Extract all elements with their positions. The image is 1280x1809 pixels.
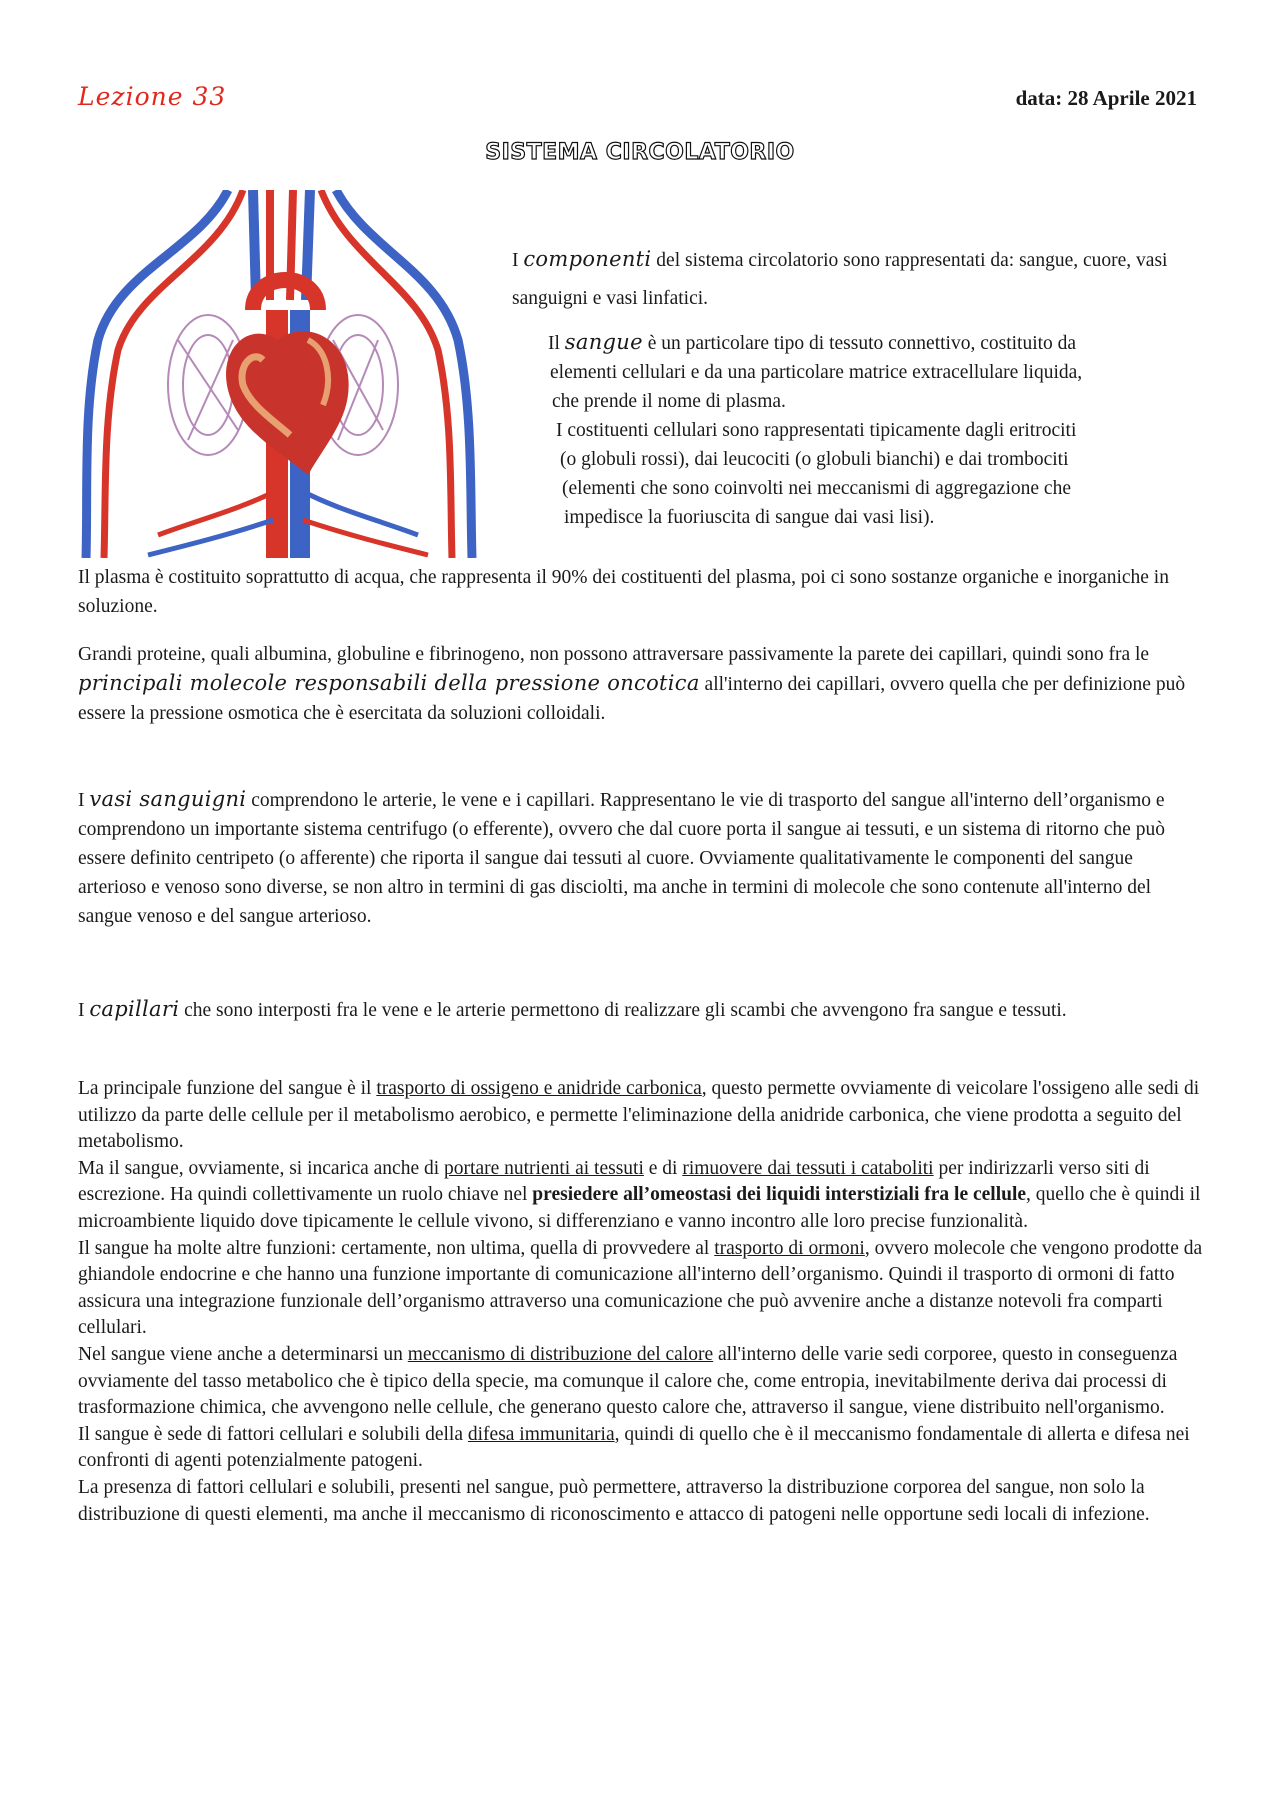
function-pathogens: La presenza di fattori cellulari e solubili, presenti nel sangue, può permettere, attraverso la distribuzione corporea del sangue, non solo la distribuzione di questi elementi, ma anche il meccanismo di riconoscimento e attacco di patogeni nelle opportune sedi locali di infezione. bbox=[78, 1476, 1150, 1525]
lesson-label: Lezione 33 bbox=[78, 82, 227, 111]
proteins-paragraph: Grandi proteine, quali albumina, globuline e fibrinogeno, non possono attraversare passivamente la parete dei capillari, quindi sono fra le principali molecole responsabili della pressione oncotica all'interno dei capillari, ovvero quella che per definizione può essere la pressione osmotica che è esercitata da soluzioni colloidali. bbox=[78, 644, 1186, 724]
capillaries-term: capillari bbox=[89, 997, 180, 1021]
function-immunity: Il sangue è sede di fattori cellulari e solubili della difesa immunitaria, quindi di quello che è il meccanismo fondamentale di allerta e difesa nei confronti di agenti potenzialmente patogeni. bbox=[78, 1423, 1190, 1472]
components-paragraph: I componenti del sistema circolatorio sono rappresentati da: sangue, cuore, vasi sanguigni e vasi linfatici. bbox=[512, 247, 1168, 309]
vessels-paragraph: I vasi sanguigni comprendono le arterie, le vene e i capillari. Rappresentano le vie di trasporto del sangue all'interno dell’organismo e comprendono un importante sistema centrifugo (o efferente), ovvero che dal cuore porta il sangue ai tessuti, e un sistema di ritorno che può essere definito centripeto (o afferente) che riporta il sangue dai tessuti al cuore. Ovviamente qualitativamente le componenti del sangue arterioso e venoso sono diverse, se non altro in termini di gas disciolti, ma anche in termini di molecole che sono contenute all'interno del sangue venoso e del sangue arterioso. bbox=[78, 787, 1165, 927]
lesson-date: data: 28 Aprile 2021 bbox=[1015, 86, 1197, 110]
circulatory-system-image bbox=[78, 190, 478, 558]
function-homeostasis: Ma il sangue, ovviamente, si incarica anche di portare nutrienti ai tessuti e di rimuovere dai tessuti i cataboliti per indirizzarli verso siti di escrezione. Ha quindi collettivamente un ruolo chiave nel presiedere all’omeostasi dei liquidi interstiziali fra le cellule, quello che è quindi il microambiente liquido dove tipicamente le cellule vivono, si differenziano e vanno incontro alle loro precise funzionalità. bbox=[78, 1157, 1201, 1232]
function-heat: Nel sangue viene anche a determinarsi un meccanismo di distribuzione del calore all'interno delle varie sedi corporee, questo in conseguenza ovviamente del tasso metabolico che è tipico della specie, ma comunque il calore che, come entropia, inevitabilmente deriva dai processi di trasformazione chimica, che avvengono nelle cellule, che generano questo calore che, attraverso il sangue, viene distribuito nell'organismo. bbox=[78, 1343, 1178, 1419]
blood-term: sangue bbox=[564, 330, 643, 354]
functions-section bbox=[78, 1076, 1204, 1528]
oncotic-pressure-term: principali molecole responsabili della pressione oncotica bbox=[78, 671, 700, 695]
capillaries-paragraph: I capillari che sono interposti fra le vene e le arterie permettono di realizzare gli scambi che avvengono fra sangue e tessuti. bbox=[78, 997, 1067, 1021]
components-term: componenti bbox=[523, 247, 652, 271]
blood-paragraph: Il sangue è un particolare tipo di tessuto connettivo, costituito da elementi cellulari e da una particolare matrice extracellulare liquida, che prende il nome di plasma. I costituenti cellulari sono rappresentati tipicamente dagli eritrociti (o globuli rossi), dai leucociti (o globuli bianchi) e dai trombociti (elementi che sono coinvolti nei meccanismi di aggregazione che impedisce la fuoriuscita di sangue dai vasi lisi). bbox=[548, 330, 1083, 528]
vessels-term: vasi sanguigni bbox=[89, 787, 247, 811]
function-hormones: Il sangue ha molte altre funzioni: certamente, non ultima, quella di provvedere al trasporto di ormoni, ovvero molecole che vengono prodotte da ghiandole endocrine e che hanno una funzione importante di comunicazione all'interno dell’organismo. Quindi il trasporto di ormoni di fatto assicura una integrazione funzionale dell’organismo attraverso una comunicazione che può avvenire anche a distanze notevoli fra comparti cellulari. bbox=[78, 1237, 1203, 1339]
function-transport: La principale funzione del sangue è il trasporto di ossigeno e anidride carbonica, questo permette ovviamente di veicolare l'ossigeno alle sedi di utilizzo da parte delle cellule per il metabolismo aerobico, e permette l'eliminazione della anidride carbonica, che viene prodotta a seguito del metabolismo. bbox=[78, 1078, 1200, 1153]
plasma-paragraph: Il plasma è costituito soprattutto di acqua, che rappresenta il 90% dei costituenti del plasma, poi ci sono sostanze organiche e inorganiche in soluzione. bbox=[78, 567, 1169, 617]
page-title: SISTEMA CIRCOLATORIO bbox=[485, 140, 795, 165]
